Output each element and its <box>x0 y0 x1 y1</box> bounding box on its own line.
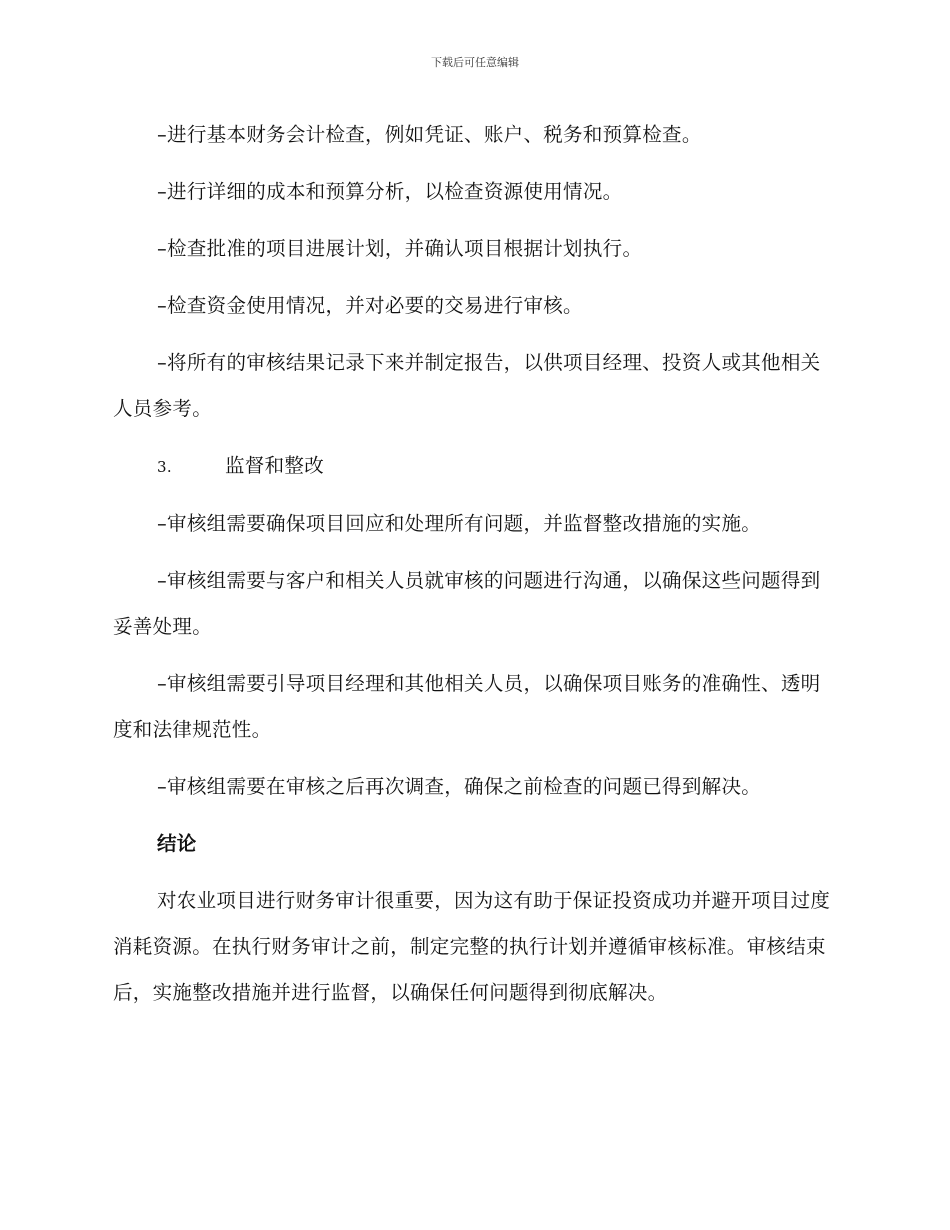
paragraph-report: –将所有的审核结果记录下来并制定报告，以供项目经理、投资人或其他相关人员参考。 <box>113 351 821 420</box>
section-heading-supervision <box>113 443 833 490</box>
paragraph-basic-audit: –进行基本财务会计检查，例如凭证、账户、税务和预算检查。 <box>157 123 702 146</box>
paragraph-fund-usage: –检查资金使用情况，并对必要的交易进行审核。 <box>157 294 583 317</box>
conclusion-heading: 结论 <box>157 832 197 855</box>
paragraph-cost-analysis: –进行详细的成本和预算分析，以检查资源使用情况。 <box>157 180 623 203</box>
paragraph-guidance: –审核组需要引导项目经理和其他相关人员，以确保项目账务的准确性、透明度和法律规范性。 <box>113 672 821 741</box>
document-body <box>113 112 833 1027</box>
paragraph-follow-up: –审核组需要在审核之后再次调查，确保之前检查的问题已得到解决。 <box>157 775 762 798</box>
paragraph-progress-plan: –检查批准的项目进展计划，并确认项目根据计划执行。 <box>157 237 643 260</box>
conclusion-paragraph: 对农业项目进行财务审计很重要，因为这有助于保证投资成功并避开项目过度消耗资源。在执行财务审计之前，制定完整的执行计划并遵循审核标准。审核结束后，实施整改措施并进行监督，以确保任何问题得到彻底解决。 <box>113 889 831 1004</box>
paragraph-communication: –审核组需要与客户和相关人员就审核的问题进行沟通，以确保这些问题得到妥善处理。 <box>113 569 821 638</box>
page-header: 下载后可任意编辑 <box>431 56 519 69</box>
section-number: 3. <box>157 458 172 476</box>
section-title: 监督和整改 <box>225 454 325 477</box>
paragraph-ensure-response: –审核组需要确保项目回应和处理所有问题，并监督整改措施的实施。 <box>157 512 762 535</box>
